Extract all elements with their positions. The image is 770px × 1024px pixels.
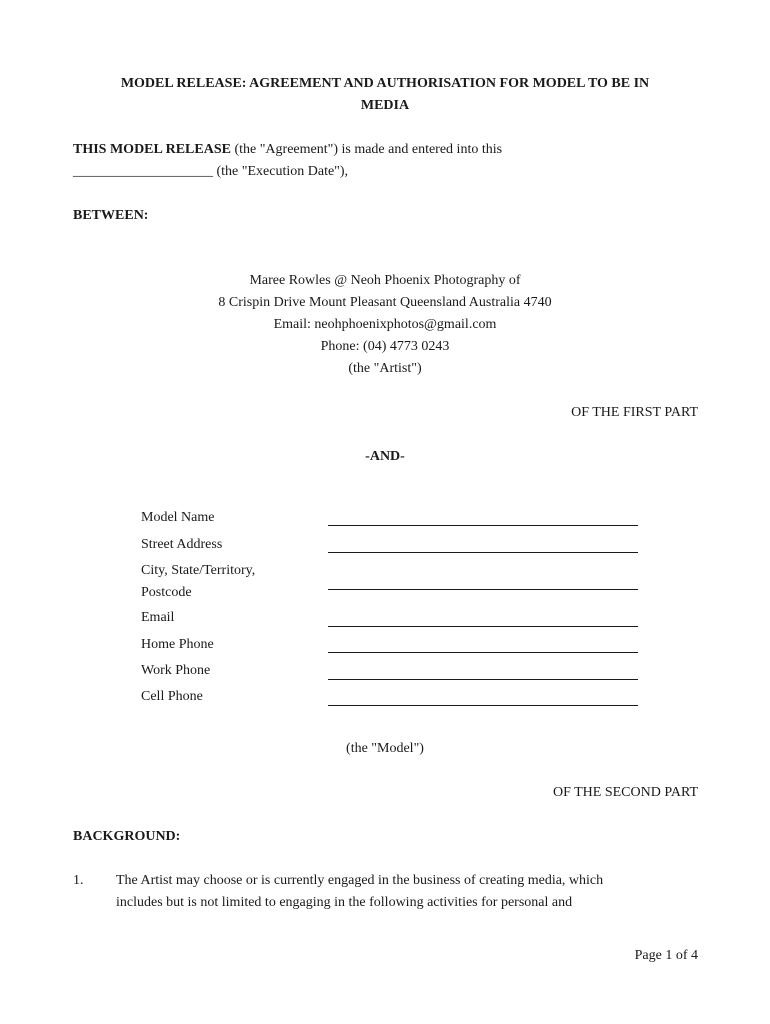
page-number: Page 1 of 4 xyxy=(634,948,698,963)
background-heading: BACKGROUND: xyxy=(73,829,181,844)
work-phone-field[interactable] xyxy=(328,679,638,680)
artist-label: (the "Artist") xyxy=(348,361,422,376)
first-part-label: OF THE FIRST PART xyxy=(571,405,698,420)
intro-paragraph xyxy=(73,142,502,158)
model-name-field[interactable] xyxy=(328,525,638,526)
street-address-label: Street Address xyxy=(141,537,223,552)
intro-bold: THIS MODEL RELEASE xyxy=(73,142,231,157)
title-line-2: MEDIA xyxy=(360,98,410,113)
second-part-label: OF THE SECOND PART xyxy=(552,785,698,800)
artist-name: Maree Rowles @ Neoh Phoenix Photography of xyxy=(249,273,521,288)
home-phone-field[interactable] xyxy=(328,652,638,653)
model-name-label: Model Name xyxy=(141,510,215,525)
city-state-postcode-field[interactable] xyxy=(328,589,638,590)
city-state-label-line1: City, State/Territory, xyxy=(141,563,256,578)
intro-rest: (the "Agreement") is made and entered into this xyxy=(230,142,503,157)
item-number: 1. xyxy=(73,873,84,888)
work-phone-label: Work Phone xyxy=(141,663,211,678)
artist-address: 8 Crispin Drive Mount Pleasant Queensland Australia 4740 xyxy=(218,295,552,310)
execution-date-line xyxy=(73,164,348,180)
between-heading: BETWEEN: xyxy=(73,208,149,223)
execution-date-label: (the "Execution Date"), xyxy=(213,164,349,179)
email-label: Email xyxy=(141,610,175,625)
artist-phone: Phone: (04) 4773 0243 xyxy=(320,339,450,354)
artist-email: Email: neohphoenixphotos@gmail.com xyxy=(273,317,497,332)
model-label: (the "Model") xyxy=(346,741,424,756)
title-line-1: MODEL RELEASE: AGREEMENT AND AUTHORISATION FOR MODEL TO BE IN xyxy=(120,76,650,91)
home-phone-label: Home Phone xyxy=(141,637,214,652)
item-text-line2: includes but is not limited to engaging in the following activities for personal and xyxy=(116,895,573,910)
email-field[interactable] xyxy=(328,626,638,627)
cell-phone-label: Cell Phone xyxy=(141,689,203,704)
city-state-label-line2: Postcode xyxy=(141,585,192,600)
street-address-field[interactable] xyxy=(328,552,638,553)
item-text-line1: The Artist may choose or is currently engaged in the business of creating media, which xyxy=(116,873,604,888)
cell-phone-field[interactable] xyxy=(328,705,638,706)
execution-date-blank[interactable]: ____________________ xyxy=(73,164,213,179)
and-separator: -AND- xyxy=(365,449,405,464)
